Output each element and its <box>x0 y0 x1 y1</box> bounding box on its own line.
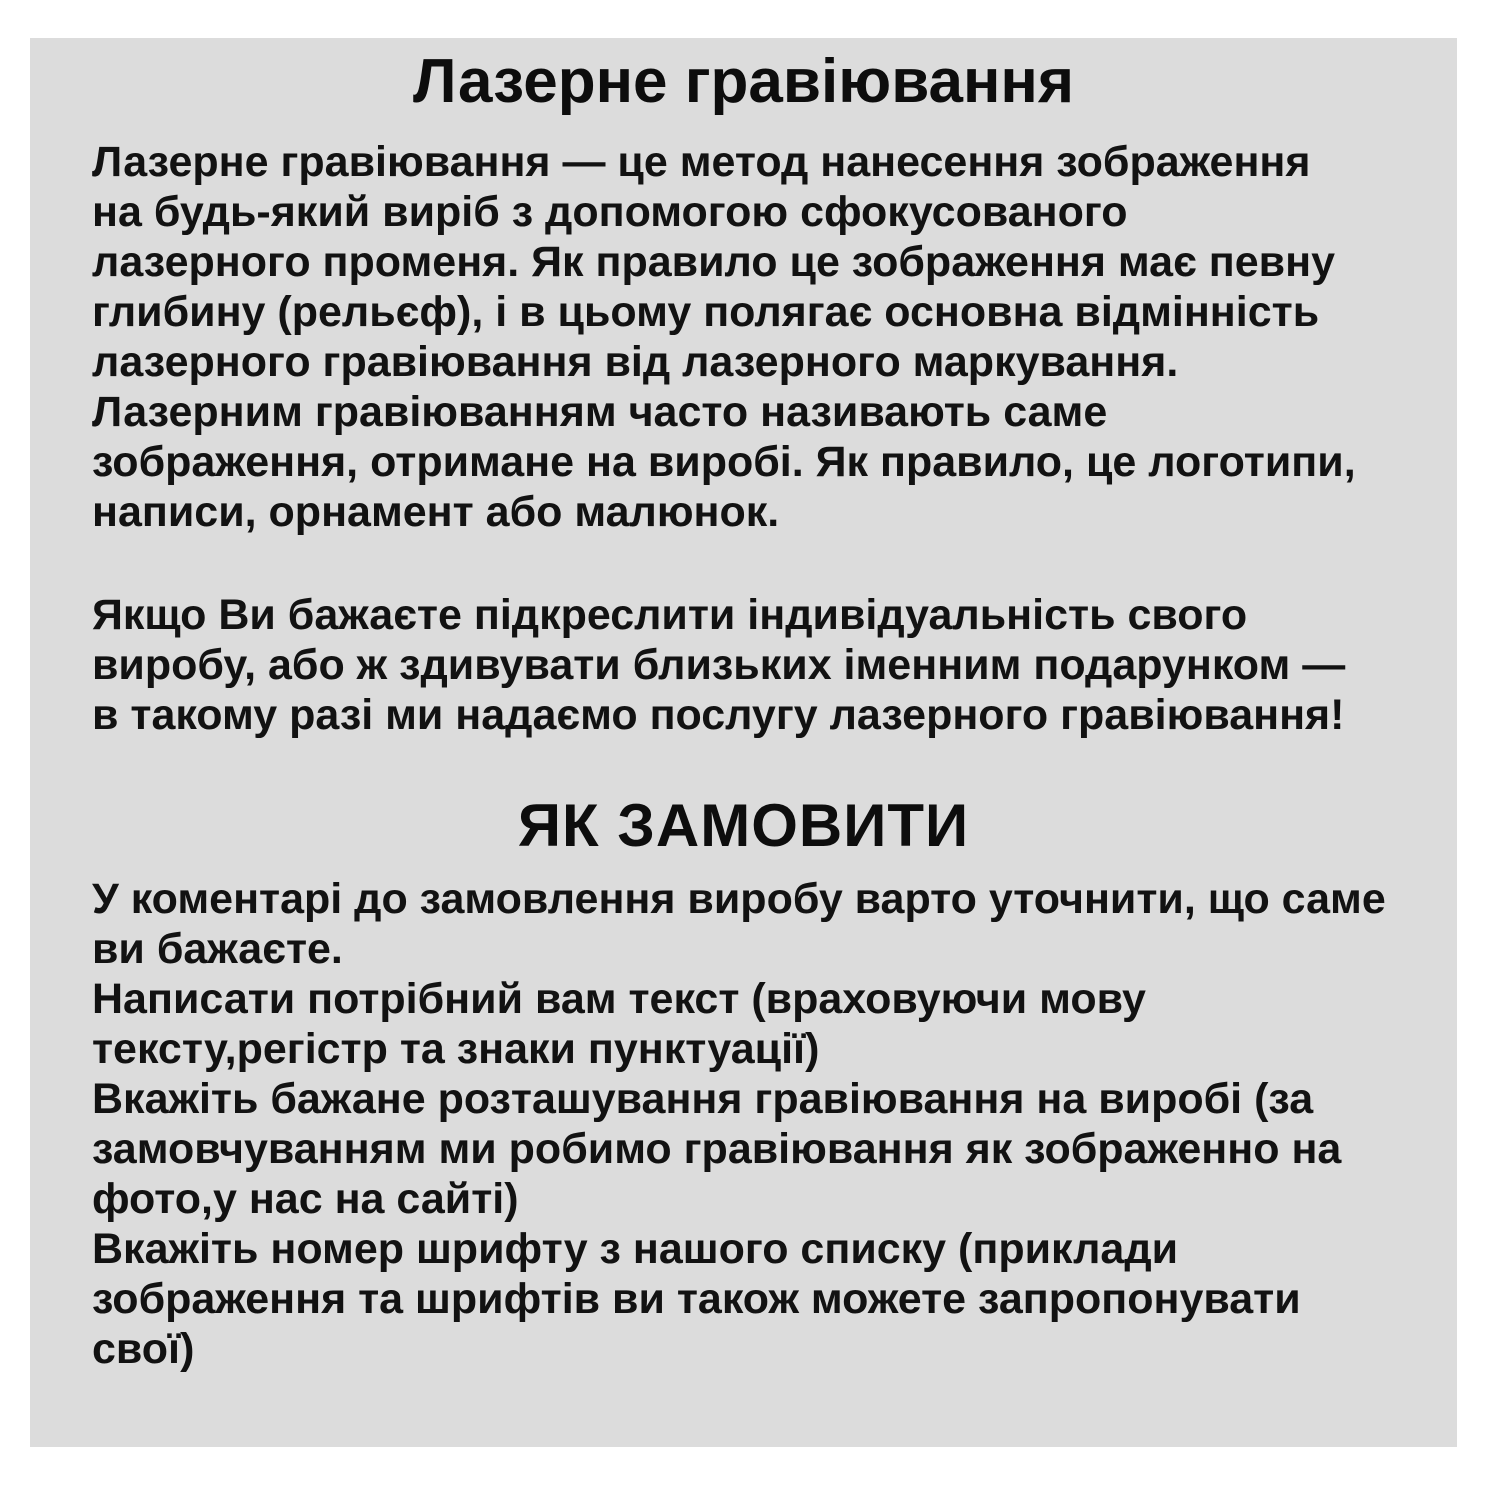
text-line: зображення, отримане на виробі. Як правило, це логотипи, <box>92 438 1356 486</box>
instructions-paragraph <box>92 874 1421 1374</box>
text-line: виробу, або ж здивувати близьких іменним подарунком — <box>92 641 1346 689</box>
text-line: на будь-який виріб з допомогою сфокусованого <box>92 188 1128 236</box>
text-line: свої) <box>92 1325 195 1373</box>
text-line: в такому разі ми надаємо послугу лазерного гравіювання! <box>92 691 1345 739</box>
text-line: Вкажіть номер шрифту з нашого списку (приклади <box>92 1225 1179 1273</box>
text-line: тексту,регістр та знаки пунктуації) <box>92 1025 820 1073</box>
text-line: Написати потрібний вам текст (враховуючи мову <box>92 975 1146 1023</box>
intro-paragraph <box>92 137 1421 537</box>
text-line: замовчуванням ми робимо гравіювання як зображенно на <box>92 1125 1342 1173</box>
text-line: лазерного гравіювання від лазерного маркування. <box>92 338 1179 386</box>
text-line: У коментарі до замовлення виробу варто уточнити, що саме <box>92 875 1386 923</box>
section-heading-how-to-order: ЯК ЗАМОВИТИ <box>517 792 970 859</box>
text-line: лазерного променя. Як правило це зображення має певну <box>92 238 1335 286</box>
text-line: зображення та шрифтів ви також можете запропонувати <box>92 1275 1301 1323</box>
text-line: Лазерним гравіюванням часто називають саме <box>92 388 1108 436</box>
text-line: глибину (рельєф), і в цьому полягає основна відмінність <box>92 288 1320 336</box>
text-line: фото,у нас на сайті) <box>92 1175 519 1223</box>
text-line: Якщо Ви бажаєте підкреслити індивідуальність свого <box>92 591 1248 639</box>
text-line: ви бажаєте. <box>92 925 343 973</box>
page-title: Лазерне гравіювання <box>412 47 1075 116</box>
text-line: Вкажіть бажане розташування гравіювання на виробі (за <box>92 1075 1314 1123</box>
text-line: написи, орнамент або малюнок. <box>92 488 780 536</box>
text-line: Лазерне гравіювання — це метод нанесення зображення <box>92 138 1311 186</box>
content-panel <box>30 38 1457 1447</box>
offer-paragraph <box>92 590 1421 740</box>
